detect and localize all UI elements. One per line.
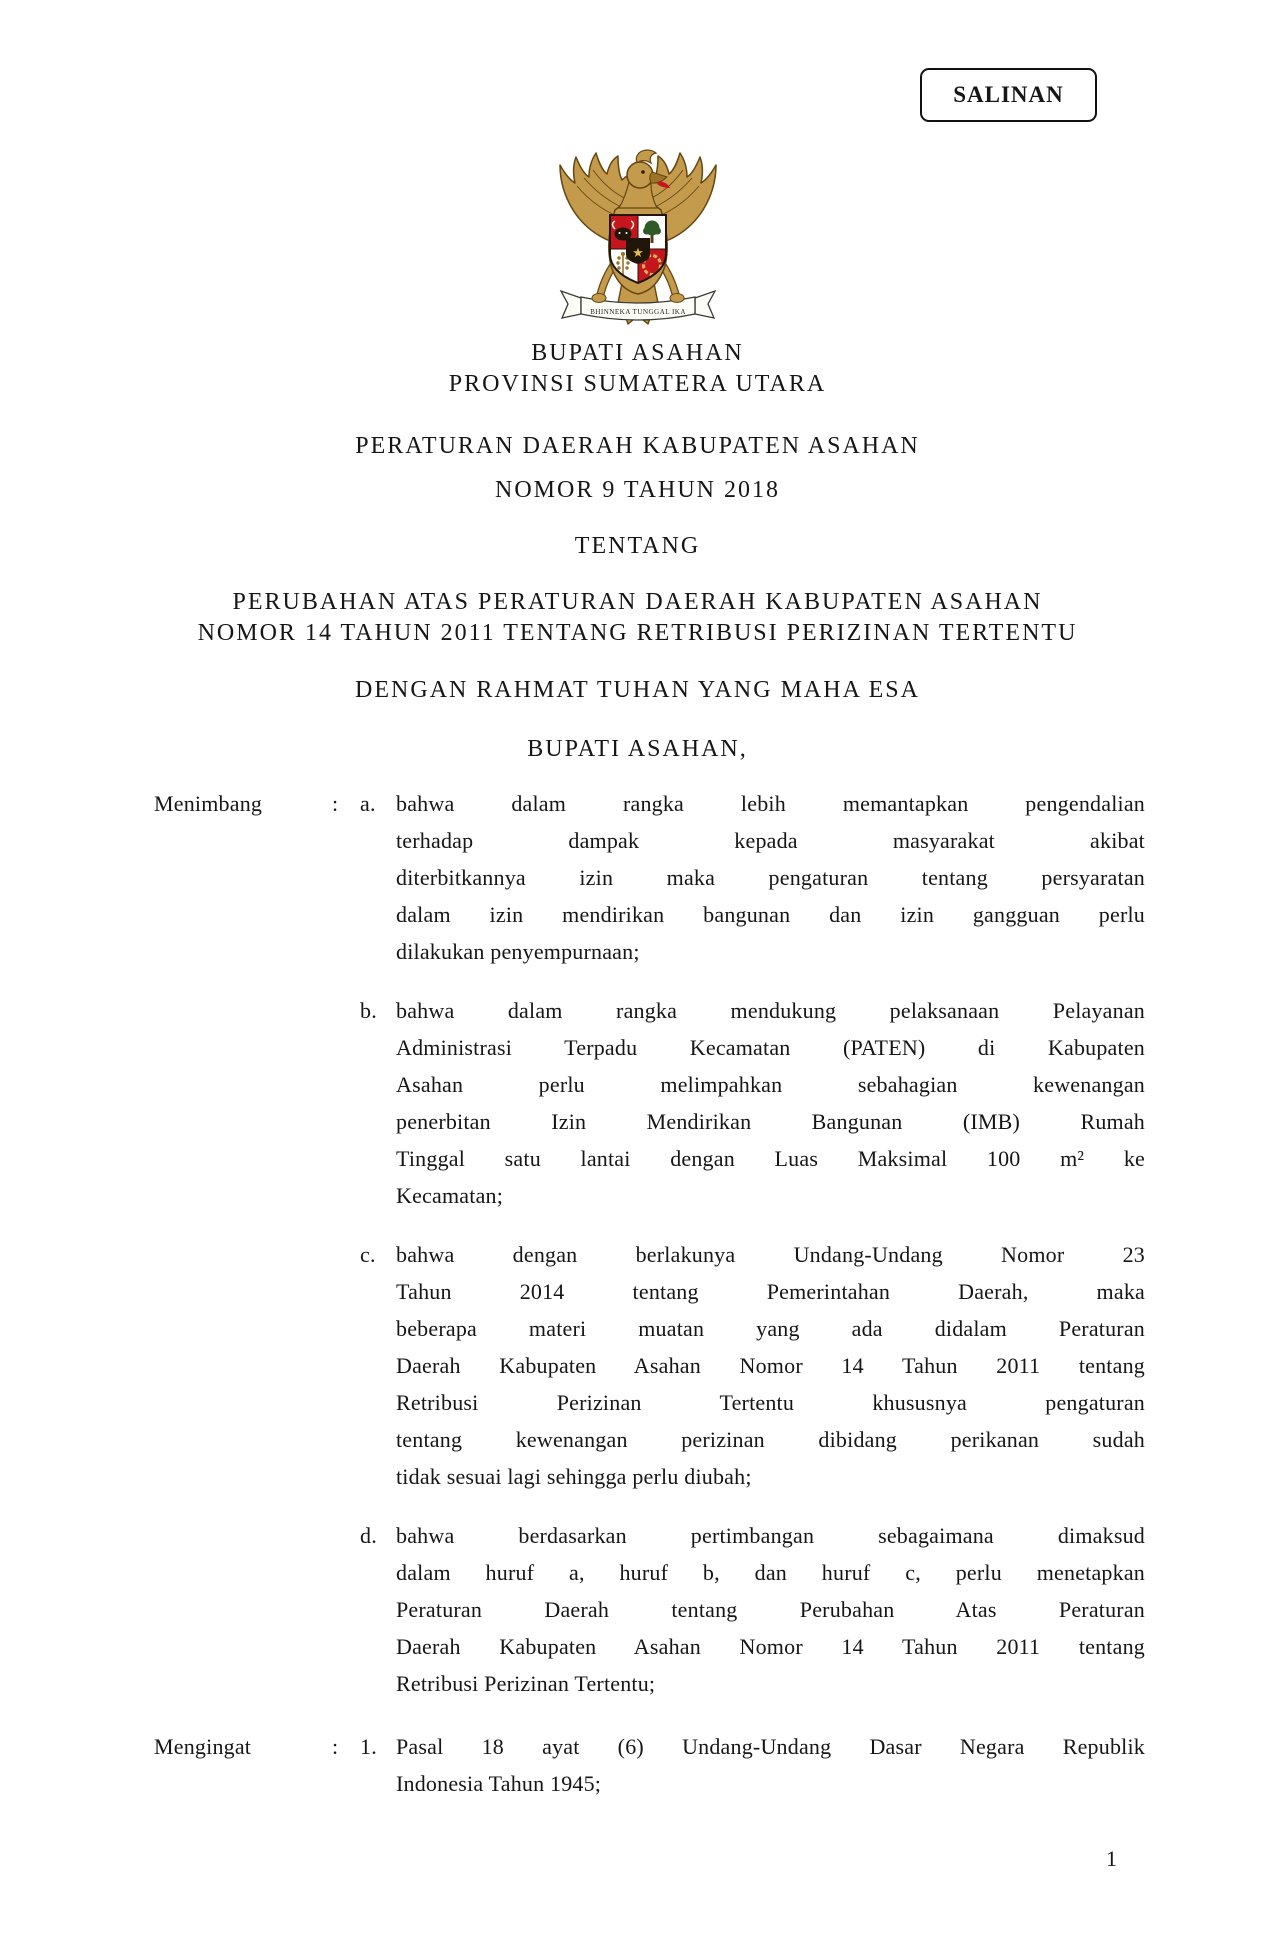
text-line: diterbitkannya izin maka pengaturan tentang persyaratan	[396, 865, 1145, 890]
text-line: dilakukan penyempurnaan;	[396, 939, 640, 964]
item-marker: c.	[360, 1242, 376, 1267]
text-line: Retribusi Perizinan Tertentu;	[396, 1671, 656, 1696]
clause-colon: :	[332, 791, 339, 816]
item-text	[396, 785, 1145, 970]
eye	[641, 170, 645, 174]
invocation-line: DENGAN RAHMAT TUHAN YANG MAHA ESA	[355, 677, 920, 703]
text-line: dalam huruf a, huruf b, dan huruf c, perlu menetapkan	[396, 1560, 1145, 1585]
salinan-stamp	[920, 68, 1097, 122]
text-line: penerbitan Izin Mendirikan Bangunan (IMB) Rumah	[396, 1109, 1145, 1134]
text-line: bahwa berdasarkan pertimbangan sebagaimana dimaksud	[396, 1523, 1145, 1548]
head-crest	[636, 150, 656, 163]
consideration-item-d	[154, 1517, 1145, 1702]
text-line: bahwa dalam rangka lebih memantapkan pengendalian	[396, 791, 1145, 816]
text-line: Asahan perlu melimpahkan sebahagian kewenangan	[396, 1072, 1145, 1097]
item-marker: b.	[360, 998, 377, 1023]
salinan-stamp-label: SALINAN	[953, 82, 1064, 107]
text-line: bahwa dengan berlakunya Undang-Undang Nomor 23	[396, 1242, 1145, 1267]
consideration-item-a	[154, 785, 1145, 970]
head	[627, 162, 653, 188]
text-line: terhadap dampak kepada masyarakat akibat	[396, 828, 1145, 853]
clause-label-mengingat: Mengingat	[154, 1734, 252, 1759]
item-marker: a.	[360, 791, 376, 816]
clause-label-menimbang: Menimbang	[154, 791, 263, 816]
text-line: Tahun 2014 tentang Pemerintahan Daerah, maka	[396, 1279, 1145, 1304]
motto-text: BHINNEKA TUNGGAL IKA	[589, 308, 686, 316]
text-line: bahwa dalam rangka mendukung pelaksanaan Pelayanan	[396, 998, 1145, 1023]
regulation-subject-line2: NOMOR 14 TAHUN 2011 TENTANG RETRIBUSI PERIZINAN TERTENTU	[197, 620, 1078, 646]
national-emblem	[0, 148, 1275, 330]
text-line: Administrasi Terpadu Kecamatan (PATEN) di Kabupaten	[396, 1035, 1145, 1060]
text-line: Kecamatan;	[396, 1183, 504, 1208]
text-line: Daerah Kabupaten Asahan Nomor 14 Tahun 2011 tentang	[396, 1634, 1145, 1659]
item-marker: d.	[360, 1523, 377, 1548]
item-text	[396, 1728, 1145, 1802]
consideration-item-b	[154, 992, 1145, 1214]
regulation-subject	[0, 587, 1275, 649]
item-text	[396, 992, 1145, 1214]
item-marker: 1.	[360, 1734, 377, 1759]
text-line: Peraturan Daerah tentang Perubahan Atas Peraturan	[396, 1597, 1145, 1622]
text-line: tidak sesuai lagi sehingga perlu diubah;	[396, 1464, 752, 1489]
legal-basis-item-1	[154, 1728, 1145, 1802]
text-line: beberapa materi muatan yang ada didalam Peraturan	[396, 1316, 1145, 1341]
tentang-label: TENTANG	[574, 533, 701, 559]
item-text	[396, 1236, 1145, 1495]
gold-star-icon: ★	[631, 246, 644, 261]
garuda-pancasila-icon	[553, 148, 723, 330]
text-line: Daerah Kabupaten Asahan Nomor 14 Tahun 2011 tentang	[396, 1353, 1145, 1378]
page-number: 1	[1106, 1846, 1117, 1871]
regent-title: BUPATI ASAHAN	[531, 340, 744, 366]
clause-colon: :	[332, 1734, 339, 1759]
text-line: dalam izin mendirikan bangunan dan izin gangguan perlu	[396, 902, 1145, 927]
regulation-type: PERATURAN DAERAH KABUPATEN ASAHAN	[355, 433, 920, 459]
item-text	[396, 1517, 1145, 1702]
consideration-item-c	[154, 1236, 1145, 1495]
pancasila-shield	[610, 215, 666, 283]
text-line: Retribusi Perizinan Tertentu khususnya pengaturan	[396, 1390, 1145, 1415]
text-line: tentang kewenangan perizinan dibidang perikanan sudah	[396, 1427, 1145, 1452]
regulation-number: NOMOR 9 TAHUN 2018	[495, 477, 780, 503]
text-line: Tinggal satu lantai dengan Luas Maksimal 100 m² ke	[396, 1146, 1145, 1171]
province-title: PROVINSI SUMATERA UTARA	[448, 371, 827, 397]
text-line: Indonesia Tahun 1945;	[396, 1771, 602, 1796]
text-line: Pasal 18 ayat (6) Undang-Undang Dasar Negara Republik	[396, 1734, 1145, 1759]
regulation-subject-line1: PERUBAHAN ATAS PERATURAN DAERAH KABUPATEN ASAHAN	[232, 589, 1043, 615]
enacting-authority: BUPATI ASAHAN,	[527, 736, 748, 762]
preamble-clauses	[154, 785, 1145, 1802]
